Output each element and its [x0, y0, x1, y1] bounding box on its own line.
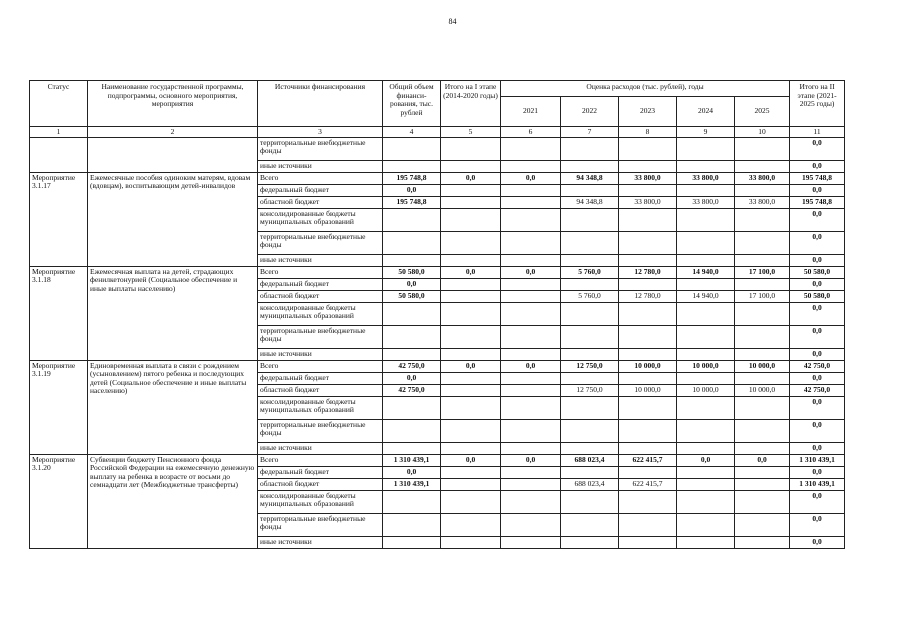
table-row — [30, 454, 845, 466]
funding-source: федеральный бюджет — [258, 278, 383, 290]
value-cell — [383, 442, 441, 454]
value-cell — [441, 490, 501, 513]
column-number: 3 — [258, 127, 383, 138]
value-cell — [677, 278, 735, 290]
value-cell — [735, 160, 790, 172]
value-cell — [561, 396, 619, 419]
value-cell: 688 023,4 — [561, 454, 619, 466]
value-cell: 195 748,8 — [790, 196, 845, 208]
value-cell: 42 750,0 — [790, 384, 845, 396]
measure-name: Ежемесячные пособия одиноким матерям, вдовам (вдовцам), воспитывающим детей-инвалидов — [88, 172, 258, 266]
value-cell — [441, 384, 501, 396]
funding-source: Всего — [258, 266, 383, 278]
header-year: 2025 — [735, 97, 790, 127]
value-cell — [735, 137, 790, 160]
value-cell — [561, 254, 619, 266]
funding-source: консолидированные бюджеты муниципальных образований — [258, 396, 383, 419]
measure-status: Мероприятие 3.1.19 — [30, 360, 88, 454]
value-cell — [735, 254, 790, 266]
value-cell — [619, 137, 677, 160]
value-cell — [619, 419, 677, 442]
value-cell: 10 000,0 — [619, 384, 677, 396]
table-row — [30, 137, 845, 160]
value-cell: 0,0 — [441, 266, 501, 278]
value-cell — [441, 348, 501, 360]
value-cell: 0,0 — [441, 360, 501, 372]
value-cell — [561, 442, 619, 454]
value-cell — [441, 160, 501, 172]
budget-table — [29, 80, 845, 549]
value-cell — [677, 254, 735, 266]
funding-source: иные источники — [258, 536, 383, 548]
funding-source: Всего — [258, 454, 383, 466]
value-cell — [383, 160, 441, 172]
value-cell: 12 750,0 — [561, 360, 619, 372]
value-cell — [441, 184, 501, 196]
column-number: 8 — [619, 127, 677, 138]
value-cell — [501, 466, 561, 478]
value-cell — [501, 348, 561, 360]
value-cell — [561, 184, 619, 196]
funding-source: территориальные внебюджетные фонды — [258, 137, 383, 160]
column-number: 5 — [441, 127, 501, 138]
funding-source: областной бюджет — [258, 384, 383, 396]
value-cell — [501, 372, 561, 384]
value-cell — [441, 478, 501, 490]
value-cell — [619, 466, 677, 478]
value-cell — [677, 466, 735, 478]
value-cell — [383, 208, 441, 231]
value-cell — [501, 137, 561, 160]
value-cell: 14 940,0 — [677, 290, 735, 302]
value-cell — [383, 302, 441, 325]
value-cell — [501, 231, 561, 254]
funding-source: федеральный бюджет — [258, 466, 383, 478]
value-cell — [735, 490, 790, 513]
value-cell: 0,0 — [790, 254, 845, 266]
value-cell — [619, 442, 677, 454]
funding-source: консолидированные бюджеты муниципальных образований — [258, 490, 383, 513]
value-cell — [619, 278, 677, 290]
value-cell: 12 780,0 — [619, 290, 677, 302]
value-cell: 0,0 — [790, 466, 845, 478]
value-cell — [441, 325, 501, 348]
value-cell — [735, 478, 790, 490]
value-cell — [677, 184, 735, 196]
value-cell — [383, 536, 441, 548]
value-cell — [441, 419, 501, 442]
value-cell — [561, 490, 619, 513]
value-cell — [561, 160, 619, 172]
value-cell: 0,0 — [790, 490, 845, 513]
value-cell: 5 760,0 — [561, 266, 619, 278]
value-cell — [619, 208, 677, 231]
value-cell: 0,0 — [501, 454, 561, 466]
measure-status: Мероприятие 3.1.18 — [30, 266, 88, 360]
value-cell — [383, 231, 441, 254]
value-cell — [735, 325, 790, 348]
value-cell: 0,0 — [790, 396, 845, 419]
value-cell: 33 800,0 — [677, 172, 735, 184]
value-cell — [501, 184, 561, 196]
funding-source: областной бюджет — [258, 478, 383, 490]
value-cell: 0,0 — [383, 278, 441, 290]
header-year: 2022 — [561, 97, 619, 127]
value-cell: 622 415,7 — [619, 454, 677, 466]
value-cell — [561, 325, 619, 348]
value-cell: 12 780,0 — [619, 266, 677, 278]
value-cell — [561, 302, 619, 325]
measure-status: Мероприятие 3.1.17 — [30, 172, 88, 266]
value-cell: 0,0 — [790, 325, 845, 348]
value-cell — [441, 513, 501, 536]
value-cell: 0,0 — [790, 513, 845, 536]
value-cell — [735, 396, 790, 419]
value-cell: 42 750,0 — [383, 360, 441, 372]
value-cell — [561, 536, 619, 548]
value-cell: 1 310 439,1 — [790, 478, 845, 490]
value-cell — [561, 372, 619, 384]
column-number: 2 — [88, 127, 258, 138]
value-cell — [501, 384, 561, 396]
value-cell: 0,0 — [441, 454, 501, 466]
value-cell — [677, 160, 735, 172]
value-cell: 42 750,0 — [383, 384, 441, 396]
funding-source: Всего — [258, 172, 383, 184]
value-cell — [441, 231, 501, 254]
value-cell — [501, 478, 561, 490]
value-cell — [501, 302, 561, 325]
funding-source: федеральный бюджет — [258, 184, 383, 196]
value-cell — [561, 231, 619, 254]
value-cell: 5 760,0 — [561, 290, 619, 302]
header-stage2: Итого на II этапе (2021-2025 годы) — [790, 81, 845, 127]
value-cell: 10 000,0 — [735, 384, 790, 396]
value-cell: 33 800,0 — [735, 196, 790, 208]
value-cell — [383, 490, 441, 513]
value-cell: 622 415,7 — [619, 478, 677, 490]
value-cell — [561, 137, 619, 160]
funding-source: территориальные внебюджетные фонды — [258, 231, 383, 254]
value-cell: 1 310 439,1 — [790, 454, 845, 466]
funding-source: иные источники — [258, 254, 383, 266]
column-number: 1 — [30, 127, 88, 138]
measure-name: Единовременная выплата в связи с рождением (усыновлением) пятого ребенка и последующих детей (Социальное обеспечение и иные выплаты населению) — [88, 360, 258, 454]
funding-source: областной бюджет — [258, 196, 383, 208]
column-number: 4 — [383, 127, 441, 138]
value-cell: 0,0 — [790, 419, 845, 442]
value-cell — [501, 396, 561, 419]
value-cell — [501, 513, 561, 536]
value-cell — [619, 536, 677, 548]
value-cell: 0,0 — [790, 442, 845, 454]
header-name: Наименование государственной программы, подпрограммы, основного мероприятия, мероприятия — [88, 81, 258, 127]
value-cell — [619, 325, 677, 348]
value-cell: 10 000,0 — [677, 360, 735, 372]
value-cell — [441, 196, 501, 208]
value-cell — [501, 254, 561, 266]
value-cell — [677, 208, 735, 231]
value-cell: 0,0 — [383, 372, 441, 384]
value-cell — [677, 419, 735, 442]
value-cell: 10 000,0 — [619, 360, 677, 372]
value-cell — [441, 396, 501, 419]
value-cell — [441, 254, 501, 266]
value-cell: 0,0 — [790, 348, 845, 360]
value-cell: 0,0 — [790, 137, 845, 160]
funding-source: Всего — [258, 360, 383, 372]
value-cell: 50 580,0 — [790, 290, 845, 302]
column-number: 9 — [677, 127, 735, 138]
value-cell — [735, 513, 790, 536]
column-number: 7 — [561, 127, 619, 138]
value-cell — [501, 290, 561, 302]
value-cell — [677, 372, 735, 384]
header-year: 2024 — [677, 97, 735, 127]
funding-source: консолидированные бюджеты муниципальных образований — [258, 302, 383, 325]
value-cell — [677, 478, 735, 490]
value-cell: 17 100,0 — [735, 266, 790, 278]
table-body — [30, 137, 845, 548]
table-row — [30, 360, 845, 372]
column-number: 10 — [735, 127, 790, 138]
value-cell — [619, 231, 677, 254]
value-cell: 0,0 — [735, 454, 790, 466]
value-cell: 50 580,0 — [383, 290, 441, 302]
value-cell: 0,0 — [383, 184, 441, 196]
value-cell: 0,0 — [501, 360, 561, 372]
value-cell: 0,0 — [790, 231, 845, 254]
value-cell — [441, 137, 501, 160]
value-cell: 0,0 — [790, 184, 845, 196]
value-cell — [441, 290, 501, 302]
funding-source: территориальные внебюджетные фонды — [258, 419, 383, 442]
header-stage1: Итого на I этапе (2014-2020 годы) — [441, 81, 501, 127]
header-year: 2021 — [501, 97, 561, 127]
value-cell — [735, 208, 790, 231]
value-cell: 10 000,0 — [677, 384, 735, 396]
value-cell — [677, 442, 735, 454]
value-cell: 33 800,0 — [619, 172, 677, 184]
value-cell — [619, 160, 677, 172]
value-cell — [561, 466, 619, 478]
value-cell — [383, 137, 441, 160]
value-cell — [677, 302, 735, 325]
value-cell — [383, 419, 441, 442]
value-cell — [677, 348, 735, 360]
funding-source: иные источники — [258, 348, 383, 360]
value-cell — [561, 348, 619, 360]
value-cell — [619, 490, 677, 513]
value-cell — [441, 536, 501, 548]
value-cell — [501, 160, 561, 172]
value-cell: 50 580,0 — [790, 266, 845, 278]
value-cell — [501, 278, 561, 290]
column-number: 11 — [790, 127, 845, 138]
value-cell — [677, 325, 735, 348]
value-cell — [501, 442, 561, 454]
value-cell: 0,0 — [501, 266, 561, 278]
value-cell: 94 348,8 — [561, 172, 619, 184]
value-cell: 0,0 — [383, 466, 441, 478]
value-cell: 50 580,0 — [383, 266, 441, 278]
value-cell: 33 800,0 — [735, 172, 790, 184]
value-cell — [441, 372, 501, 384]
header-estimate: Оценка расходов (тыс. рублей), годы — [501, 81, 790, 97]
value-cell: 0,0 — [790, 536, 845, 548]
value-cell — [619, 396, 677, 419]
value-cell — [383, 396, 441, 419]
value-cell — [501, 208, 561, 231]
funding-source: областной бюджет — [258, 290, 383, 302]
funding-source: федеральный бюджет — [258, 372, 383, 384]
funding-source: иные источники — [258, 442, 383, 454]
value-cell: 0,0 — [790, 302, 845, 325]
value-cell — [441, 302, 501, 325]
value-cell — [619, 184, 677, 196]
value-cell: 1 310 439,1 — [383, 478, 441, 490]
value-cell — [619, 348, 677, 360]
value-cell — [383, 513, 441, 536]
value-cell — [501, 419, 561, 442]
value-cell — [619, 302, 677, 325]
funding-source: иные источники — [258, 160, 383, 172]
value-cell: 195 748,8 — [383, 172, 441, 184]
value-cell: 1 310 439,1 — [383, 454, 441, 466]
funding-source: консолидированные бюджеты муниципальных образований — [258, 208, 383, 231]
value-cell — [677, 231, 735, 254]
value-cell: 33 800,0 — [677, 196, 735, 208]
value-cell — [441, 208, 501, 231]
value-cell — [619, 372, 677, 384]
value-cell — [441, 442, 501, 454]
value-cell: 33 800,0 — [619, 196, 677, 208]
value-cell: 0,0 — [790, 372, 845, 384]
value-cell — [735, 419, 790, 442]
table-row — [30, 266, 845, 278]
value-cell — [561, 419, 619, 442]
value-cell — [677, 396, 735, 419]
header-year: 2023 — [619, 97, 677, 127]
measure-status — [30, 137, 88, 172]
header-status: Статус — [30, 81, 88, 127]
measure-status: Мероприятие 3.1.20 — [30, 454, 88, 548]
value-cell — [735, 442, 790, 454]
page-number: 84 — [448, 17, 457, 26]
value-cell — [735, 302, 790, 325]
value-cell — [735, 278, 790, 290]
value-cell: 0,0 — [677, 454, 735, 466]
value-cell — [501, 325, 561, 348]
table-row — [30, 172, 845, 184]
header-sources: Источники финансирования — [258, 81, 383, 127]
value-cell: 42 750,0 — [790, 360, 845, 372]
measure-name: Субвенции бюджету Пенсионного фонда Российской Федерации на ежемесячную денежную выплату на ребенка в возрасте от восьми до семнадцати лет (Межбюджетные трансферты) — [88, 454, 258, 548]
value-cell: 195 748,8 — [790, 172, 845, 184]
value-cell: 12 750,0 — [561, 384, 619, 396]
value-cell: 10 000,0 — [735, 360, 790, 372]
value-cell — [735, 231, 790, 254]
value-cell: 14 940,0 — [677, 266, 735, 278]
value-cell: 0,0 — [790, 208, 845, 231]
value-cell — [677, 513, 735, 536]
header-total: Общий объем финанси-рования, тыс. рублей — [383, 81, 441, 127]
value-cell — [561, 278, 619, 290]
value-cell — [501, 490, 561, 513]
value-cell — [383, 254, 441, 266]
value-cell: 94 348,8 — [561, 196, 619, 208]
value-cell — [735, 372, 790, 384]
funding-source: территориальные внебюджетные фонды — [258, 325, 383, 348]
value-cell: 0,0 — [790, 160, 845, 172]
value-cell — [735, 466, 790, 478]
value-cell — [619, 513, 677, 536]
measure-name: Ежемесячная выплата на детей, страдающих фенилкетонурией (Социальное обеспечение и иные выплаты населению) — [88, 266, 258, 360]
value-cell: 0,0 — [790, 278, 845, 290]
value-cell — [735, 536, 790, 548]
funding-source: территориальные внебюджетные фонды — [258, 513, 383, 536]
value-cell — [383, 325, 441, 348]
value-cell — [619, 254, 677, 266]
value-cell — [561, 513, 619, 536]
value-cell — [677, 536, 735, 548]
value-cell: 0,0 — [501, 172, 561, 184]
measure-name — [88, 137, 258, 172]
value-cell — [501, 196, 561, 208]
value-cell — [501, 536, 561, 548]
value-cell — [441, 278, 501, 290]
value-cell — [735, 184, 790, 196]
value-cell: 688 023,4 — [561, 478, 619, 490]
value-cell — [441, 466, 501, 478]
value-cell — [677, 137, 735, 160]
value-cell — [383, 348, 441, 360]
column-numbers-row — [30, 127, 845, 138]
value-cell: 0,0 — [441, 172, 501, 184]
column-number: 6 — [501, 127, 561, 138]
value-cell: 195 748,8 — [383, 196, 441, 208]
value-cell — [561, 208, 619, 231]
value-cell — [735, 348, 790, 360]
value-cell — [677, 490, 735, 513]
value-cell: 17 100,0 — [735, 290, 790, 302]
